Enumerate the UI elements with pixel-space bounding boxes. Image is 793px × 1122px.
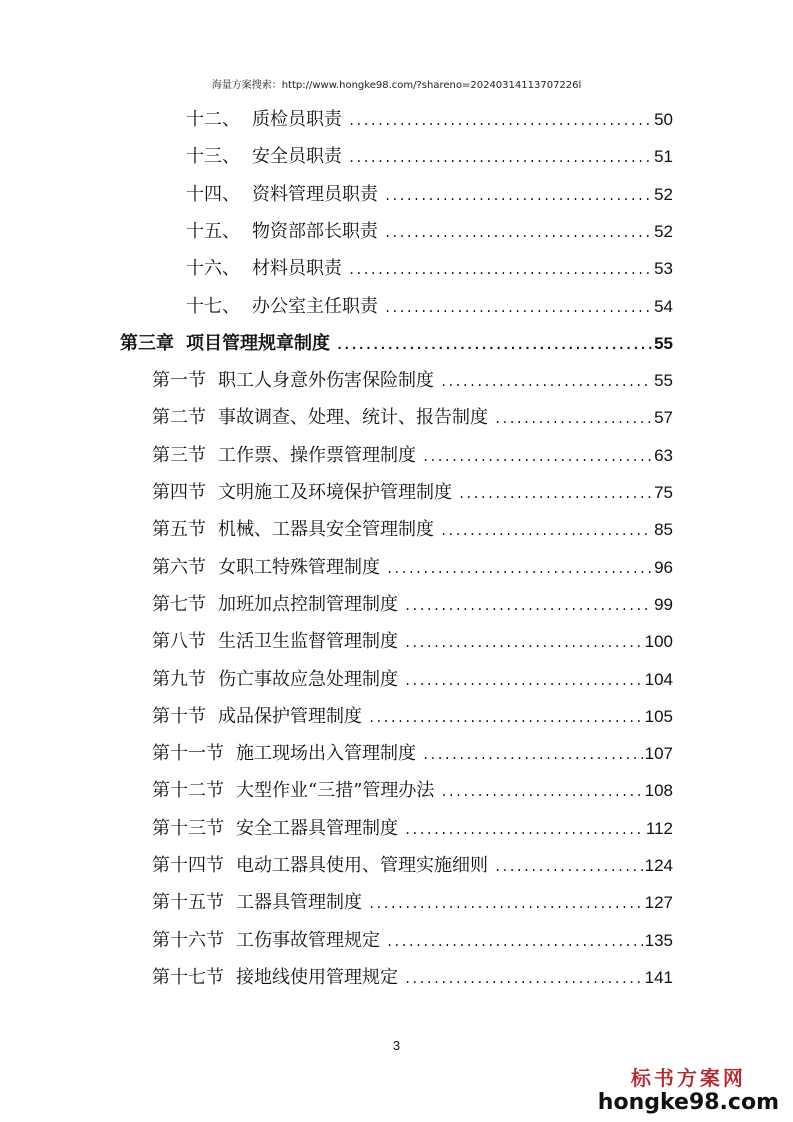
toc-entry-title: 施工现场出入管理制度 bbox=[236, 743, 416, 764]
toc-entry-title: 安全员职责 bbox=[252, 146, 342, 167]
toc-entry-number: 第十二节 bbox=[152, 780, 224, 801]
toc-entry bbox=[186, 257, 673, 282]
toc-leader-dots bbox=[384, 184, 652, 208]
watermark-domain: hongke98.com bbox=[597, 1090, 779, 1115]
toc-leader-dots bbox=[368, 706, 643, 730]
toc-entry bbox=[152, 779, 673, 804]
toc-entry bbox=[120, 332, 673, 357]
toc-leader-dots bbox=[404, 669, 643, 693]
toc-entry-title: 资料管理员职责 bbox=[252, 184, 378, 205]
toc-entry-page: 63 bbox=[654, 446, 673, 465]
toc-entry-page: 53 bbox=[654, 259, 673, 278]
toc-entry bbox=[186, 108, 673, 133]
toc-leader-dots bbox=[458, 482, 652, 506]
toc-entry-page: 108 bbox=[644, 781, 673, 800]
toc-entry-page: 52 bbox=[654, 185, 673, 204]
toc-entry-number: 第九节 bbox=[152, 669, 206, 690]
toc-entry-page: 96 bbox=[654, 558, 673, 577]
toc-entry-title: 工伤事故管理规定 bbox=[236, 930, 380, 951]
toc-entry bbox=[152, 742, 673, 767]
toc-entry-page: 104 bbox=[644, 670, 673, 689]
toc-entry bbox=[186, 295, 673, 320]
toc-entry bbox=[152, 630, 673, 655]
toc-entry-title: 机械、工器具安全管理制度 bbox=[218, 519, 434, 540]
page-header-url: 海量方案搜索：http://www.hongke98.com/?shareno=20240314113707226l bbox=[211, 80, 582, 91]
toc-entry bbox=[186, 145, 673, 170]
toc-entry bbox=[152, 406, 673, 431]
toc-entry-page: 112 bbox=[645, 819, 673, 838]
page-number: 3 bbox=[392, 1038, 401, 1053]
toc-entry-title: 安全工器具管理制度 bbox=[236, 818, 398, 839]
toc-entry-number: 第十六节 bbox=[152, 930, 224, 951]
toc-entry-title: 女职工特殊管理制度 bbox=[218, 557, 380, 578]
toc-entry-page: 52 bbox=[654, 222, 673, 241]
toc-entry-page: 54 bbox=[654, 297, 673, 316]
toc-entry-number: 第三章 bbox=[120, 333, 174, 354]
toc-entry-number: 第一节 bbox=[152, 370, 206, 391]
toc-entry-number: 第十三节 bbox=[152, 818, 224, 839]
toc-entry-page: 105 bbox=[644, 707, 673, 726]
toc-leader-dots bbox=[404, 631, 643, 655]
toc-entry-number: 十四、 bbox=[186, 184, 240, 205]
toc-entry-page: 99 bbox=[654, 595, 673, 614]
toc-entry-page: 127 bbox=[644, 893, 673, 912]
toc-leader-dots bbox=[422, 445, 652, 469]
watermark-logo bbox=[598, 1066, 779, 1116]
toc-leader-dots bbox=[404, 967, 643, 991]
toc-entry-number: 第二节 bbox=[152, 407, 206, 428]
toc-entry-number: 第三节 bbox=[152, 445, 206, 466]
toc-entry bbox=[152, 481, 673, 506]
toc-entry bbox=[152, 668, 673, 693]
toc-entry-title: 大型作业“三措”管理办法 bbox=[236, 780, 435, 801]
toc-entry-page: 50 bbox=[654, 110, 673, 129]
toc-leader-dots bbox=[348, 146, 652, 170]
toc-leader-dots bbox=[336, 333, 652, 357]
toc-leader-dots bbox=[386, 930, 643, 954]
toc-entry bbox=[152, 817, 673, 842]
toc-entry-number: 十二、 bbox=[186, 109, 240, 130]
toc-entry-title: 工器具管理制度 bbox=[236, 892, 362, 913]
toc-entry-page: 57 bbox=[654, 408, 673, 427]
toc-entry-title: 生活卫生监督管理制度 bbox=[218, 631, 398, 652]
toc-entry-number: 第十四节 bbox=[152, 855, 224, 876]
toc-leader-dots bbox=[348, 109, 652, 133]
toc-entry-number: 十七、 bbox=[186, 296, 240, 317]
toc-entry bbox=[152, 556, 673, 581]
toc-entry-title: 工作票、操作票管理制度 bbox=[218, 445, 416, 466]
toc-entry-page: 75 bbox=[654, 483, 673, 502]
toc-entry-title: 电动工器具使用、管理实施细则 bbox=[236, 855, 488, 876]
toc-entry bbox=[152, 929, 673, 954]
toc-leader-dots bbox=[404, 594, 652, 618]
toc-entry bbox=[152, 593, 673, 618]
toc-leader-dots bbox=[440, 370, 652, 394]
toc-leader-dots bbox=[404, 818, 644, 842]
toc-entry-page: 100 bbox=[644, 632, 673, 651]
toc-entry-page: 135 bbox=[644, 931, 673, 950]
toc-leader-dots bbox=[422, 743, 643, 767]
toc-entry bbox=[152, 369, 673, 394]
toc-entry-number: 第四节 bbox=[152, 482, 206, 503]
toc-leader-dots bbox=[494, 855, 643, 879]
toc-entry-number: 第十七节 bbox=[152, 967, 224, 988]
toc-entry bbox=[152, 705, 673, 730]
toc-entry bbox=[152, 891, 673, 916]
toc-entry-title: 事故调查、处理、统计、报告制度 bbox=[218, 407, 488, 428]
toc-entry bbox=[152, 966, 673, 991]
toc-entry bbox=[186, 183, 673, 208]
toc-leader-dots bbox=[368, 892, 643, 916]
toc-leader-dots bbox=[386, 557, 652, 581]
toc-entry-number: 第七节 bbox=[152, 594, 206, 615]
toc-entry-title: 文明施工及环境保护管理制度 bbox=[218, 482, 452, 503]
toc-leader-dots bbox=[440, 519, 652, 543]
toc-entry-title: 办公室主任职责 bbox=[252, 296, 378, 317]
toc-entry-number: 第八节 bbox=[152, 631, 206, 652]
toc-entry-number: 十三、 bbox=[186, 146, 240, 167]
toc-entry-number: 第十一节 bbox=[152, 743, 224, 764]
toc-entry-number: 第五节 bbox=[152, 519, 206, 540]
toc-entry-title: 物资部部长职责 bbox=[252, 221, 378, 242]
toc-entry-number: 十六、 bbox=[186, 258, 240, 279]
toc-entry-page: 107 bbox=[644, 744, 673, 763]
watermark-title: 标书方案网 bbox=[630, 1066, 746, 1090]
toc-entry bbox=[152, 854, 673, 879]
toc-entry-page: 85 bbox=[654, 520, 673, 539]
toc-entry bbox=[152, 444, 673, 469]
toc-leader-dots bbox=[494, 407, 652, 431]
toc-leader-dots bbox=[348, 258, 652, 282]
toc-entry bbox=[152, 518, 673, 543]
toc-entry-number: 第六节 bbox=[152, 557, 206, 578]
toc-entry bbox=[186, 220, 673, 245]
toc-entry-page: 124 bbox=[644, 856, 673, 875]
toc-entry-number: 第十节 bbox=[152, 706, 206, 727]
toc-entry-page: 55 bbox=[654, 371, 673, 390]
toc-entry-title: 职工人身意外伤害保险制度 bbox=[218, 370, 434, 391]
toc-entry-title: 质检员职责 bbox=[252, 109, 342, 130]
toc-entry-page: 51 bbox=[654, 147, 673, 166]
toc-entry-title: 伤亡事故应急处理制度 bbox=[218, 669, 398, 690]
toc-entry-title: 材料员职责 bbox=[252, 258, 342, 279]
toc-leader-dots bbox=[384, 296, 652, 320]
toc-entry-number: 十五、 bbox=[186, 221, 240, 242]
toc-leader-dots bbox=[384, 221, 652, 245]
toc-entry-page: 55 bbox=[654, 334, 673, 353]
toc-entry-number: 第十五节 bbox=[152, 892, 224, 913]
toc-entry-title: 项目管理规章制度 bbox=[186, 333, 330, 354]
toc-leader-dots bbox=[440, 780, 642, 804]
toc-entry-title: 接地线使用管理规定 bbox=[236, 967, 398, 988]
toc-entry-page: 141 bbox=[644, 968, 673, 987]
toc-entry-title: 加班加点控制管理制度 bbox=[218, 594, 398, 615]
toc-entry-title: 成品保护管理制度 bbox=[218, 706, 362, 727]
